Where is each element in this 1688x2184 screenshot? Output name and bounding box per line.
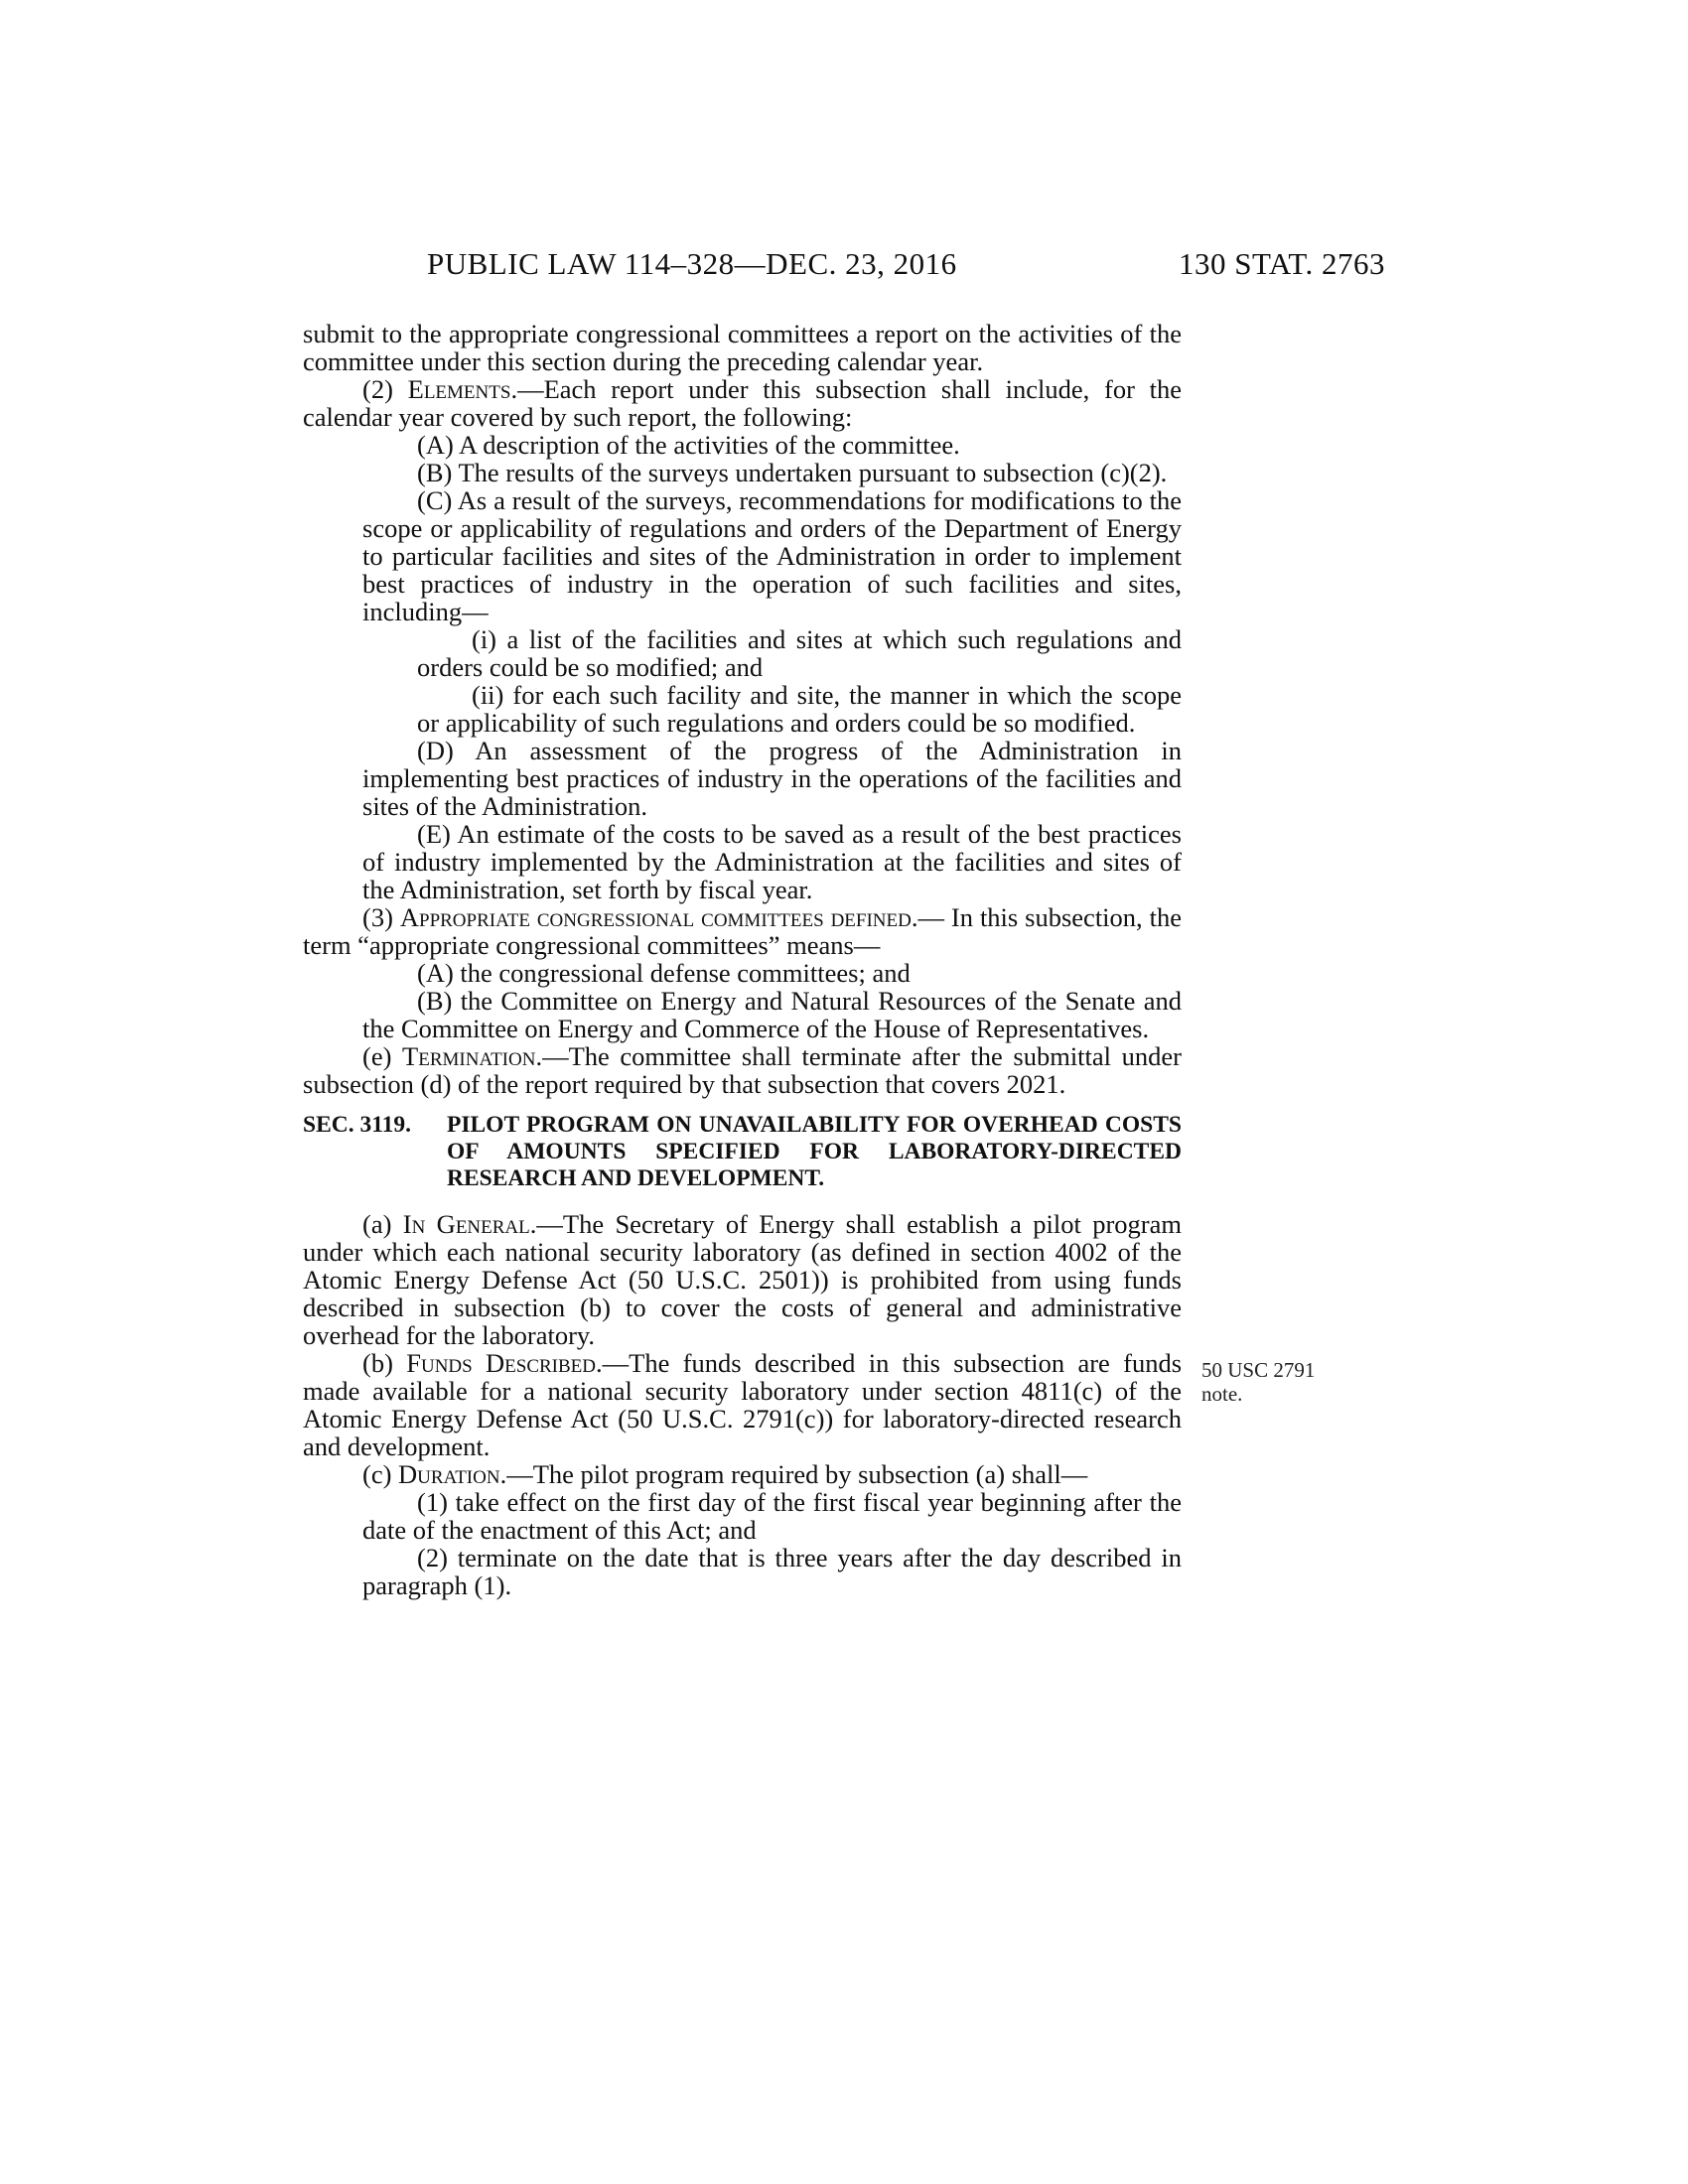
- subparagraph-3b: (B) the Committee on Energy and Natural Resources of the Senate and the Committee on Energy and Commerce of the House of Representatives.: [362, 986, 1182, 1043]
- subsection-c: [303, 1460, 1182, 1488]
- subsection-text: .—The Secretary of Energy shall establish a pilot program under which each national security laboratory (as defined in section 4002 of the Atomic Energy Defense Act (50 U.S.C. 2501)) is prohibited from using funds described in subsection (b) to cover the costs of general and administrative overhead for the laboratory.: [303, 1209, 1183, 1350]
- subsection-heading: Funds Described: [406, 1348, 597, 1378]
- subparagraph-a: (A) A description of the activities of the committee.: [417, 430, 960, 460]
- paragraph-c1: (1) take effect on the first day of the first fiscal year beginning after the date of the enactment of this Act; and: [362, 1487, 1182, 1545]
- stat-citation: 130 STAT. 2763: [1178, 246, 1385, 281]
- subsection-heading: Termination: [402, 1041, 536, 1071]
- paragraph-number: (2): [362, 374, 393, 404]
- clause-i: (i) a list of the facilities and sites at which such regulations and orders could be so modified; and: [417, 624, 1182, 682]
- subsection-heading: Duration: [398, 1459, 500, 1489]
- paragraph-number: (3): [362, 902, 393, 932]
- subsection-number: (c): [362, 1459, 392, 1489]
- section-title: PILOT PROGRAM ON UNAVAILABILITY FOR OVERHEAD COSTS OF AMOUNTS SPECIFIED FOR LABORATORY-DIRECTED RESEARCH AND DEVELOPMENT.: [447, 1112, 1182, 1191]
- clause-ii: (ii) for each such facility and site, the manner in which the scope or applicability of such regulations and orders could be so modified.: [417, 680, 1182, 738]
- paragraph-heading: Elements: [407, 374, 511, 404]
- subsection-e: [303, 1042, 1182, 1098]
- page-body: [303, 320, 1182, 1599]
- subsection-number: (b): [362, 1348, 393, 1378]
- paragraph-d3: [303, 903, 1182, 959]
- subsection-number: (e): [362, 1041, 392, 1071]
- subparagraph-b: (B) The results of the surveys undertaken pursuant to subsection (c)(2).: [417, 458, 1168, 487]
- margin-note: [1201, 1358, 1350, 1406]
- subsection-a: [303, 1210, 1182, 1349]
- paragraph-text: .—Each report under this subsection shall include, for the calendar year covered by such report, the following:: [303, 374, 1183, 432]
- subsection-number: (a): [362, 1209, 392, 1239]
- section-heading: [303, 1112, 1182, 1192]
- subparagraph-3a: (A) the congressional defense committees; and: [417, 958, 911, 988]
- running-head: PUBLIC LAW 114–328—DEC. 23, 2016: [427, 246, 957, 281]
- paragraph-continued: submit to the appropriate congressional committees a report on the activities of the committee under this section during the preceding calendar year.: [303, 319, 1182, 376]
- subparagraph-c: (C) As a result of the surveys, recommendations for modifications to the scope or applicability of regulations and orders of the Department of Energy to particular facilities and sites of the Administration in order to implement best practices of industry in the operation of such facilities and sites, including—: [362, 485, 1182, 626]
- subsection-b: [303, 1349, 1182, 1460]
- margin-note-line2: note.: [1201, 1382, 1243, 1406]
- page-header: [298, 246, 1385, 290]
- margin-note-line1: 50 USC 2791: [1201, 1358, 1316, 1382]
- subsection-text: .—The pilot program required by subsection (a) shall—: [499, 1459, 1088, 1489]
- subsection-text: .—The funds described in this subsection are funds made available for a national security laboratory under section 4811(c) of the Atomic Energy Defense Act (50 U.S.C. 2791(c)) for laboratory-directed research and development.: [303, 1348, 1183, 1461]
- subsection-heading: In General: [402, 1209, 530, 1239]
- paragraph-heading: Appropriate congressional committees defined: [399, 902, 912, 932]
- subparagraph-d: (D) An assessment of the progress of the Administration in implementing best practices of industry in the operations of the facilities and sites of the Administration.: [362, 736, 1182, 821]
- paragraph-d2: [303, 375, 1182, 431]
- subparagraph-e: (E) An estimate of the costs to be saved as a result of the best practices of industry implemented by the Administration at the facilities and sites of the Administration, set forth by fiscal year.: [362, 819, 1182, 904]
- section-number: SEC. 3119.: [303, 1112, 412, 1138]
- paragraph-text: .— In this subsection, the term “appropriate congressional committees” means—: [303, 902, 1182, 960]
- subsection-text: .—The committee shall terminate after the submittal under subsection (d) of the report required by that subsection that covers 2021.: [303, 1041, 1182, 1099]
- paragraph-c2: (2) terminate on the date that is three years after the day described in paragraph (1).: [362, 1543, 1182, 1600]
